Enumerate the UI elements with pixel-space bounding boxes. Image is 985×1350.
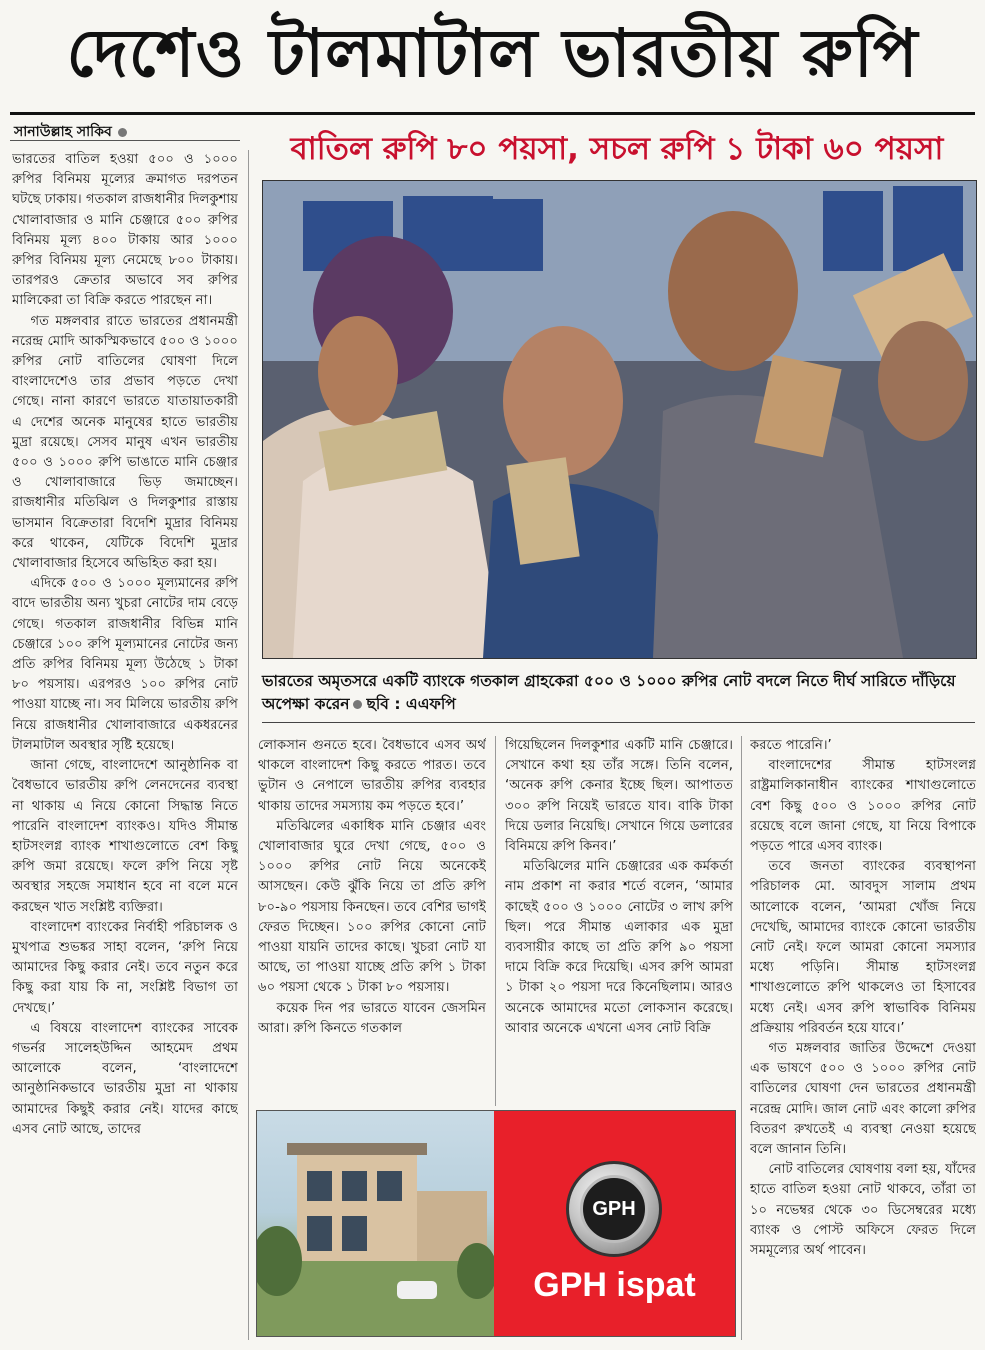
photo-caption (262, 670, 975, 716)
article-column-3 (505, 736, 733, 1106)
news-photo (262, 180, 977, 659)
advertisement[interactable] (256, 1110, 736, 1337)
paragraph: করতে পারেনি।’ (750, 738, 832, 753)
paragraph: বাংলাদেশের সীমান্ত হাটসংলগ্ন রাষ্ট্রমালিকানাধীন ব্যাংকের শাখাগুলোতে বেশ কিছু ৫০০ ও ১০০০ রুপির নোট রয়েছে বলে জানা গেছে, যা নিয়ে বিপাকে পড়তে পারে এসব ব্যাংক। (750, 758, 976, 855)
article-column-1 (12, 150, 238, 1340)
paragraph: গত মঙ্গলবার জাতির উদ্দেশে দেওয়া এক ভাষণে ৫০০ ও ১০০০ রুপির নোট বাতিলের ঘোষণা দেন ভারতের প্রধানমন্ত্রী নরেন্দ্র মোদি। জাল নোট এবং কালো রুপির বিতরণ রুখতেই এ ব্যবস্থা নেওয়া হয়েছে বলে জানান তিনি। (750, 1041, 976, 1158)
paragraph: লোকসান গুনতে হবে। বৈধভাবে এসব অর্থ থাকলে বাংলাদেশ কিছু করতে পারত। তবে ভুটান ও নেপালে ভারতীয় রুপির ব্যবহার থাকায় তাদের সমস্যায় কম পড়তে হবে।’ (258, 738, 486, 814)
paragraph: নোট বাতিলের ঘোষণায় বলা হয়, যাঁদের হাতে বাতিল হওয়া নোট থাকবে, তাঁরা তা ১০ নভেম্বর থেকে ৩০ ডিসেম্বরের মধ্যে ব্যাংক ও পোস্ট অফিসে ফেরত দিলে সমমূল্যের অর্থ পাবেন। (750, 1162, 976, 1259)
headline-rule (10, 112, 975, 115)
logo-text: GPH (580, 1175, 648, 1243)
headline: দেশেও টালমাটাল ভারতীয় রুপি (66, 14, 919, 92)
ad-brand-name: GPH ispat (533, 1266, 696, 1304)
paragraph: মতিঝিলের একাধিক মানি চেঞ্জার এবং খোলাবাজার ঘুরে দেখা গেছে, ৫০০ ও ১০০০ রুপির নোট নিয়ে অনেকেই আসছেন। কেউ ঝুঁকি নিয়ে তা প্রতি রুপি ৮০-৯০ পয়সায় কিনছেন। তবে বেশির ভাগই ফেরত দিচ্ছেন। ১০০ রুপির কোনো নোট পাওয়া যায়নি তাদের কাছে। খুচরা নোট যা আছে, তা পাওয়া যাচ্ছে প্রতি রুপি ১ টাকা ৬০ পয়সা থেকে ১ টাকা ৮০ পয়সায়। (258, 818, 486, 996)
column-divider (741, 736, 742, 1340)
article-column-4 (750, 736, 976, 1340)
queue-photo-illustration (263, 181, 976, 658)
paragraph: জানা গেছে, বাংলাদেশে আনুষ্ঠানিক বা বৈধভাবে ভারতীয় রুপি লেনদেনের ব্যবস্থা না থাকায় এ নিয়ে কোনো সিদ্ধান্ত নিতে পারেনি বাংলাদেশ ব্যাংকও। যদিও সীমান্ত হাটসংলগ্ন ব্যাংক শাখাগুলোতে বেশ কিছু রুপি জমা রয়েছে। ফলে রুপি নিয়ে সৃষ্ট অবস্থার সহজে সমাধান হবে না বলে মনে করছেন খাত সংশ্লিষ্ট ব্যক্তিরা। (12, 758, 238, 915)
paragraph: এ বিষয়ে বাংলাদেশ ব্যাংকের সাবেক গভর্নর সালেহউদ্দিন আহমেদ প্রথম আলোকে বলেন, ‘বাংলাদেশে আনুষ্ঠানিকভাবে ভারতীয় মুদ্রা না থাকায় আমাদের কিছুই করার নেই। যাদের কাছে এসব নোট আছে, তাদের (12, 1020, 238, 1137)
byline-dot-icon (118, 128, 127, 137)
building-illustration (257, 1111, 494, 1336)
ad-brand-panel (494, 1111, 735, 1336)
subheadline: বাতিল রুপি ৮০ পয়সা, সচল রুপি ১ টাকা ৬০ পয়সা (290, 131, 944, 167)
caption-text: ভারতের অমৃতসরে একটি ব্যাংকে গতকাল গ্রাহকেরা ৫০০ ও ১০০০ রুপির নোট বদলে নিতে দীর্ঘ সারিতে দাঁড়িয়ে অপেক্ষা করেন (262, 672, 956, 713)
paragraph: বাংলাদেশ ব্যাংকের নির্বাহী পরিচালক ও মুখপাত্র শুভঙ্কর সাহা বলেন, ‘রুপি নিয়ে আমাদের কিছু করার নেই। তবে নতুন করে কিছু করা যায় কি না, সংশ্লিষ্ট বিভাগ তা দেখছে।’ (12, 919, 238, 1016)
paragraph: কয়েক দিন পর ভারতে যাবেন জেসমিন আরা। রুপি কিনতে গতকাল (258, 1000, 486, 1036)
paragraph: মতিঝিলের মানি চেঞ্জারের এক কর্মকর্তা নাম প্রকাশ না করার শর্তে বলেন, ‘আমার কাছেই ৫০০ ও ১০০০ নোটের ৩ লাখ রুপি ছিল। পরে সীমান্ত এলাকার এক মুদ্রা ব্যবসায়ীর কাছে তা প্রতি রুপি ৯০ পয়সা দামে বিক্রি করে দিয়েছি। এসব রুপি আমরা ১ টাকা ২০ পয়সা দরে কিনেছিলাম। আরও অনেকে আমাদের মতো লোকসান করেছে। আবার অনেকে এখনো এসব নোট বিক্রি (505, 859, 733, 1036)
ad-building-image (257, 1111, 494, 1336)
paragraph: তবে জনতা ব্যাংকের ব্যবস্থাপনা পরিচালক মো. আবদুস সালাম প্রথম আলোকে বলেন, ‘আমরা খোঁজ নিয়ে দেখেছি, আমাদের ব্যাংকে কোনো ভারতীয় নোট নেই। ফলে আমরা কোনো সমস্যার মধ্যে পড়িনি। সীমান্ত হাটসংলগ্ন শাখাগুলোতে রুপি থাকলেও তা হিসাবের মধ্যে নেই। এসব রুপি স্বাভাবিক বিনিময় প্রক্রিয়ায় পরিবর্তন হয়ে যাবে।’ (750, 859, 976, 1036)
column-divider (248, 150, 249, 1340)
caption-dot-icon (353, 700, 362, 709)
caption-rule (262, 722, 975, 723)
byline-rule (10, 140, 240, 141)
column-divider (495, 736, 496, 1106)
paragraph: গিয়েছিলেন দিলকুশার একটি মানি চেঞ্জারে। সেখানে কথা হয় তাঁর সঙ্গে। তিনি বলেন, ‘অনেক রুপি কেনার ইচ্ছে ছিল। আপাতত ৩০০ রুপি নিয়েই ভারতে যাব। বাকি টাকা দিয়ে ডলার নিয়েছি। সেখানে গিয়ে ডলারের বিনিময়ে রুপি কিনব।’ (505, 738, 733, 855)
article-column-2 (258, 736, 486, 1106)
byline-author: সানাউল্লাহ সাকিব (14, 124, 112, 140)
photo-credit: ছবি : এএফপি (366, 695, 456, 713)
paragraph: গত মঙ্গলবার রাতে ভারতের প্রধানমন্ত্রী নরেন্দ্র মোদি আকস্মিকভাবে ৫০০ ও ১০০০ রুপির নোট বাতিলের ঘোষণা দিলে বাংলাদেশেও তার প্রভাব পড়তে দেখা গেছে। নানা কারণে ভারতে যাতায়াতকারী এ দেশের অনেক মানুষের হাতে ভারতীয় মুদ্রা রয়েছে। সেসব মানুষ এখন ভারতীয় ৫০০ ও ১০০০ রুপি ভাঙাতে মানি চেঞ্জার ও খোলাবাজারে ভিড় জমাচ্ছেন। রাজধানীর মতিঝিল ও দিলকুশার রাস্তায় ভাসমান বিক্রেতারা বিদেশি মুদ্রার বিনিময় করে থাকেন, যেটিকে বিদেশি মুদ্রার খোলাবাজার হিসেবে অভিহিত করা হয়। (12, 313, 238, 572)
gph-logo-icon (566, 1161, 662, 1257)
paragraph: এদিকে ৫০০ ও ১০০০ মূল্যমানের রুপি বাদে ভারতীয় অন্য খুচরা নোটের দাম বেড়ে গেছে। গতকাল রাজধানীর বিভিন্ন মানি চেঞ্জারে ১০০ রুপি মূল্যমানের নোটের জন্য প্রতি রুপির বিনিময় মূল্য উঠেছে ১ টাকা ৮০ পয়সায়। এরপরও ১০০ রুপির নোট পাওয়া যাচ্ছে না। সব মিলিয়ে ভারতীয় রুপি নিয়ে রাজধানীর খোলাবাজারে একধরনের টালমাটাল অবস্থার সৃষ্টি হয়েছে। (12, 576, 238, 753)
paragraph: ভারতের বাতিল হওয়া ৫০০ ও ১০০০ রুপির বিনিময় মূল্যের ক্রমাগত দরপতন ঘটছে ঢাকায়। গতকাল রাজধানীর দিলকুশায় খোলাবাজার ও মানি চেঞ্জারে ৫০০ রুপির বিনিময় মূল্য ৪০০ টাকায় আর ১০০০ রুপির বিনিময় মূল্য নেমেছে ৮০০ টাকায়। তারপরও ক্রেতার অভাবে সব রুপির মালিকেরা তা বিক্রি করতে পারছেন না। (12, 152, 238, 309)
